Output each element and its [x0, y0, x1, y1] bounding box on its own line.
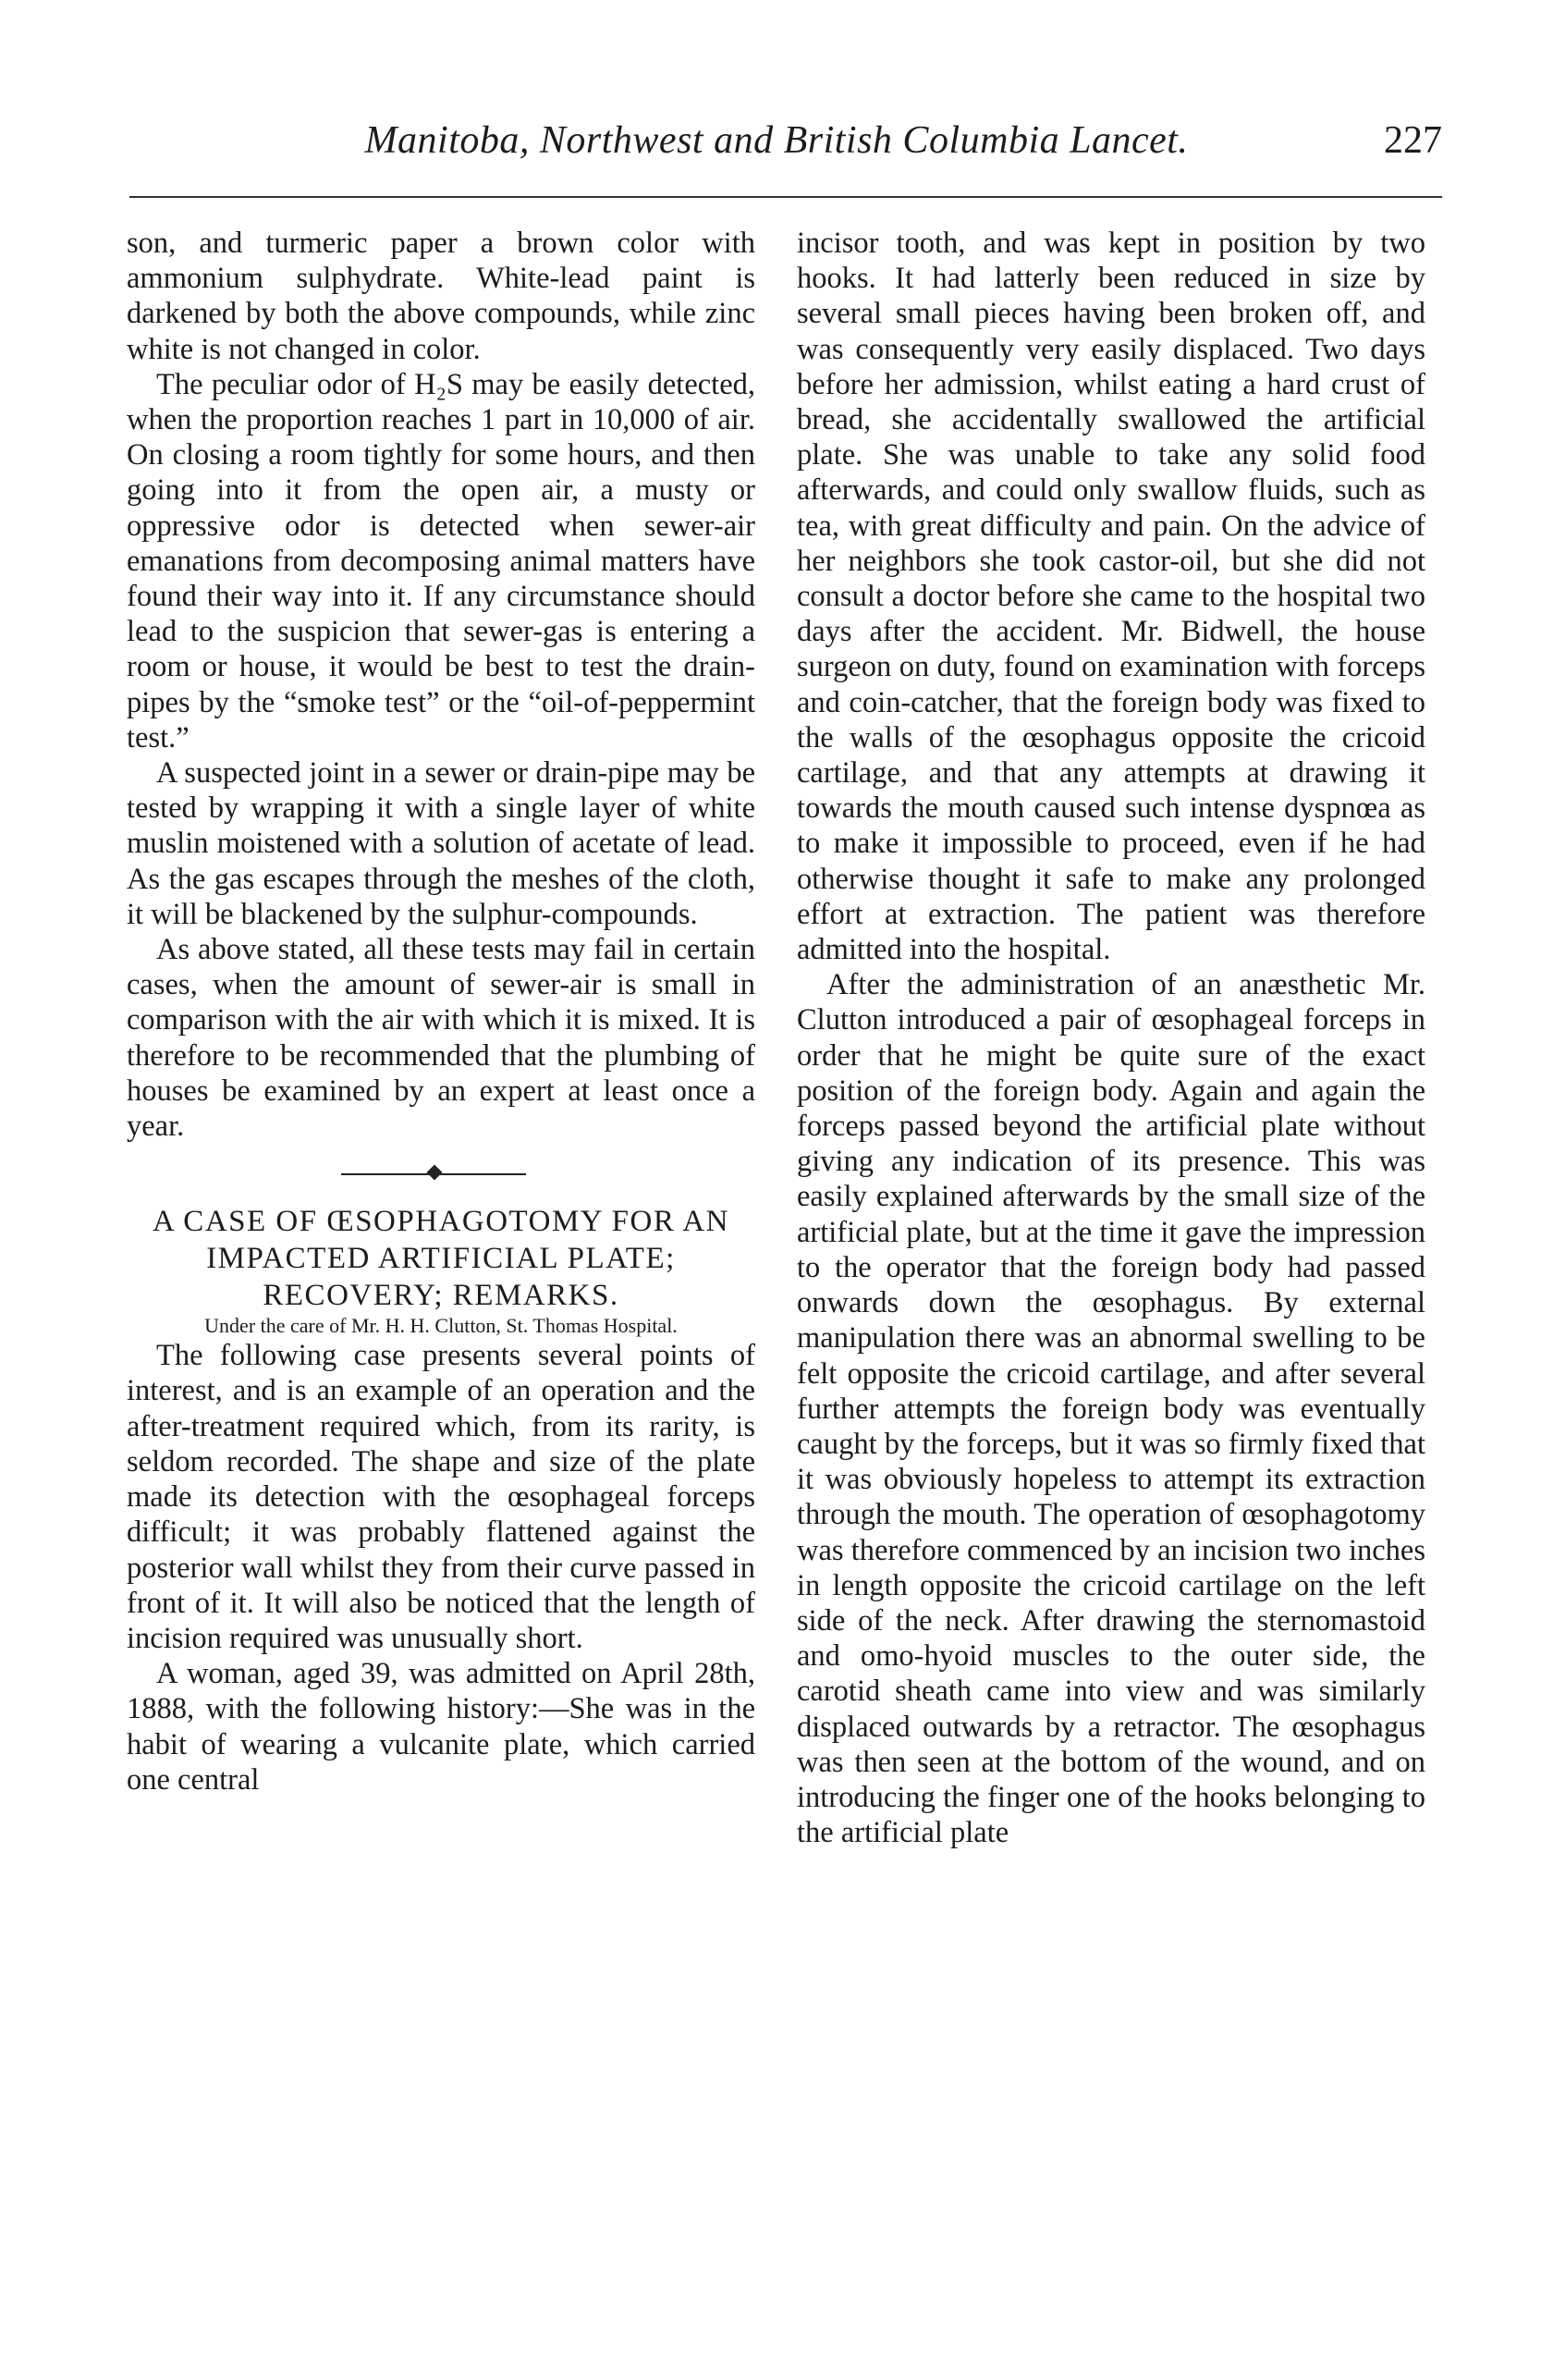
article-title: A CASE OF ŒSOPHAGOTOMY FOR AN IMPACTED ARTIFICIAL PLATE; RECOVERY; REMARKS. [153, 1205, 729, 1313]
running-head [129, 113, 1442, 170]
running-title: Manitoba, Northwest and British Columbia Lancet. [364, 119, 1189, 162]
paragraph-case-history: A woman, aged 39, was admitted on April 28th, 1888, with the following history:—She was in the habit of wearing a vulcanite plate, which carried one central [127, 1657, 755, 1797]
paragraph-suspected-joint: A suspected joint in a sewer or drain-pipe may be tested by wrapping it with a single layer of white muslin moistened with a solution of acetate of lead. As the gas escapes through the meshes of the cloth, it will be blackened by the sulphur-compounds. [127, 756, 755, 931]
paragraph-continued: son, and turmeric paper a brown color with ammonium sulphydrate. White-lead paint is darkened by both the above compounds, while zinc white is not changed in color. [127, 227, 755, 366]
divider-diamond [427, 1165, 443, 1181]
paragraph-tests-may-fail: As above stated, all these tests may fail in certain cases, when the amount of sewer-air is small in comparison with the air with which it is mixed. It is therefore to be recommended that the plumbing of houses be examined by an expert at least once a year. [127, 933, 755, 1144]
right-column [797, 226, 1425, 1850]
page-number: 227 [1384, 119, 1442, 162]
article-byline: Under the care of Mr. H. H. Clutton, St. Thomas Hospital. [204, 1314, 678, 1338]
paragraph-h2s-odor: The peculiar odor of H₂S may be easily detected, when the proportion reaches 1 part in 10,000 of air. On closing a room tightly for some hours, and then going into it from the open air, a musty or oppressive odor is detected when sewer-air emanations from decomposing animal matters have found their way into it. If any circumstance should lead to the suspicion that sewer-gas is entering a room or house, it would be best to test the drain-pipes by the “smoke test” or the “oil-of-peppermint test.” [127, 367, 755, 754]
paragraph-operation: After the administration of an anæsthetic Mr. Clutton introduced a pair of œsophageal forceps in order that he might be quite sure of the exact position of the foreign body. Again and again the forceps passed beyond the artificial plate without giving any indication of its presence. This was easily explained afterwards by the small size of the artificial plate, but at the time it gave the impression to the operator that the foreign body had passed onwards down the œsophagus. By external manipulation there was an abnormal swelling to be felt opposite the cricoid cartilage, and after several further attempts the foreign body was eventually caught by the forceps, but it was so firmly fixed that it was obviously hopeless to attempt its extraction through the mouth. The operation of œsophagotomy was therefore commenced by an incision two inches in length opposite the cricoid cartilage on the left side of the neck. After drawing the sternomastoid and omo-hyoid muscles to the outer side, the carotid sheath came into view and was similarly displaced outwards by a retractor. The œsophagus was then seen at the bottom of the wound, and on introducing the finger one of the hooks belonging to the artificial plate [797, 968, 1425, 1850]
paragraph-case-history-continued: incisor tooth, and was kept in position by two hooks. It had latterly been reduced in size by several small pieces having been broken off, and was consequently very easily displaced. Two days before her admission, whilst eating a hard crust of bread, she accidentally swallowed the artificial plate. She was unable to take any solid food afterwards, and could only swallow fluids, such as tea, with great difficulty and pain. On the advice of her neighbors she took castor-oil, but she did not consult a doctor before she came to the hospital two days after the accident. Mr. Bidwell, the house surgeon on duty, found on examination with forceps and coin-catcher, that the foreign body was fixed to the walls of the œsophagus opposite the cricoid cartilage, and that any attempts at drawing it towards the mouth caused such intense dyspnœa as to make it impossible to proceed, even if he had otherwise thought it safe to make any prolonged effort at extraction. The patient was therefore admitted into the hospital. [797, 227, 1425, 967]
left-column [127, 226, 755, 1797]
section-divider-ornament [127, 1147, 755, 1203]
header-rule [129, 196, 1442, 198]
paragraph-case-intro: The following case presents several points of interest, and is an example of an operation and the after-treatment required which, from its rarity, is seldom recorded. The shape and size of the plate made its detection with the œsophageal forceps difficult; it was probably flattened against the posterior wall whilst they from their curve passed in front of it. It will also be noticed that the length of incision required was unusually short. [127, 1339, 755, 1655]
